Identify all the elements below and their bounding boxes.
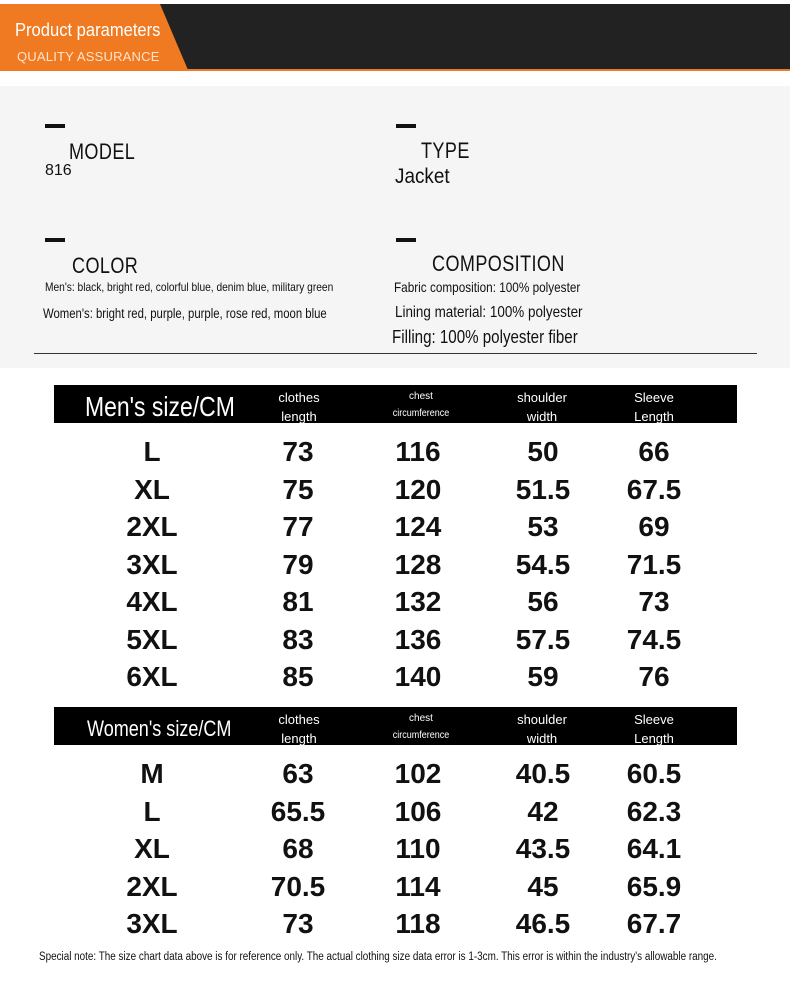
mens-cell-clothes-length: 73: [282, 436, 314, 467]
color-mens: Men's: black, bright red, colorful blue, denim blue, military green: [45, 280, 334, 294]
mens-cell-size: 2XL: [126, 511, 178, 542]
composition-fabric: Fabric composition: 100% polyester: [394, 279, 581, 295]
mens-cell-shoulder: 53: [527, 511, 559, 542]
mens-cell-chest: 120: [394, 473, 442, 505]
mens-cell-chest: 116: [395, 436, 441, 467]
mens-cell-shoulder: 50: [527, 436, 559, 467]
womens-cell-chest: 114: [395, 870, 441, 902]
womens-cell-size: 2XL: [126, 870, 178, 902]
womens-cell-sleeve: 62.3: [626, 795, 682, 827]
womens-cell-sleeve: 65.9: [626, 870, 682, 902]
mens-cell-shoulder: 59: [527, 661, 559, 692]
mens-col-sleeve: Sleeve Length: [634, 390, 674, 424]
model-dash: [45, 124, 65, 128]
mens-cell-clothes-length: 81: [282, 586, 314, 617]
composition-label: COMPOSITION: [432, 251, 565, 276]
womens-cell-clothes-length: 63: [282, 758, 314, 789]
womens-col-clothes-length: clothes length: [278, 712, 320, 746]
womens-cell-chest: 106: [394, 795, 442, 827]
product-params-panel: [0, 86, 790, 368]
womens-cell-chest: 102: [394, 758, 442, 789]
mens-cell-chest: 140: [394, 661, 442, 692]
womens-cell-shoulder: 45: [527, 870, 559, 902]
mens-cell-clothes-length: 85: [282, 661, 314, 692]
mens-col-chest: chest circumference: [392, 391, 450, 419]
mens-cell-sleeve: 67.5: [626, 473, 682, 505]
mens-cell-size: 5XL: [126, 623, 178, 655]
mens-cell-size: L: [143, 436, 161, 467]
mens-cell-chest: 136: [394, 623, 442, 655]
mens-cell-chest: 132: [394, 586, 442, 617]
womens-cell-clothes-length: 73: [282, 908, 314, 939]
womens-cell-shoulder: 46.5: [515, 908, 571, 939]
mens-cell-shoulder: 56: [527, 586, 559, 617]
mens-cell-clothes-length: 83: [282, 623, 314, 655]
mens-col-shoulder: shoulder width: [517, 390, 567, 424]
type-value: Jacket: [395, 165, 450, 188]
mens-table-title: Men's size/CM: [85, 391, 235, 422]
mens-cell-size: 3XL: [126, 548, 178, 580]
special-note: Special note: The size chart data above is for reference only. The actual clothing size data error is 1-3cm. This error is within the industry's allowable range.: [39, 951, 717, 963]
womens-cell-clothes-length: 68: [282, 833, 314, 864]
type-label: TYPE: [421, 138, 470, 163]
womens-cell-sleeve: 64.1: [626, 833, 682, 864]
mens-cell-size: 6XL: [126, 661, 178, 692]
mens-cell-sleeve: 66: [638, 436, 670, 467]
womens-cell-size: 3XL: [126, 908, 178, 939]
mens-cell-clothes-length: 75: [282, 473, 314, 505]
womens-cell-size: L: [143, 795, 161, 827]
mens-cell-clothes-length: 77: [282, 511, 314, 542]
womens-cell-sleeve: 60.5: [626, 758, 682, 789]
mens-cell-clothes-length: 79: [282, 548, 314, 580]
mens-cell-sleeve: 76: [638, 661, 670, 692]
womens-cell-shoulder: 42: [527, 795, 559, 827]
color-label: COLOR: [72, 253, 139, 278]
womens-cell-size: M: [140, 758, 164, 789]
model-label: MODEL: [69, 139, 136, 164]
womens-cell-clothes-length: 65.5: [270, 795, 326, 827]
womens-col-chest: chest circumference: [392, 713, 450, 741]
womens-cell-size: XL: [134, 833, 170, 864]
composition-lining: Lining material: 100% polyester: [395, 304, 583, 321]
womens-cell-sleeve: 67.7: [626, 908, 682, 939]
color-dash: [45, 238, 65, 242]
womens-col-shoulder: shoulder width: [517, 712, 567, 746]
mens-cell-size: XL: [134, 473, 170, 505]
womens-table-title: Women's size/CM: [87, 716, 232, 741]
womens-table-header: [54, 707, 737, 745]
header-subtitle: QUALITY ASSURANCE: [17, 49, 160, 64]
mens-table-header: [54, 385, 737, 423]
mens-cell-sleeve: 74.5: [626, 623, 682, 655]
type-dash: [396, 124, 416, 128]
color-womens: Women's: bright red, purple, purple, rose red, moon blue: [43, 306, 327, 321]
mens-cell-shoulder: 54.5: [515, 548, 571, 580]
mens-cell-sleeve: 73: [638, 586, 670, 617]
womens-cell-chest: 118: [395, 908, 441, 939]
womens-cell-shoulder: 43.5: [515, 833, 571, 864]
mens-col-clothes-length: clothes length: [278, 390, 320, 424]
womens-cell-clothes-length: 70.5: [270, 870, 326, 902]
womens-cell-chest: 110: [395, 833, 441, 864]
mens-cell-shoulder: 57.5: [515, 623, 571, 655]
composition-filling: Filling: 100% polyester fiber: [392, 327, 578, 347]
mens-cell-shoulder: 51.5: [515, 473, 571, 505]
mens-cell-sleeve: 69: [638, 511, 670, 542]
mens-cell-chest: 128: [394, 548, 442, 580]
header-underline: [0, 69, 790, 71]
header-title: Product parameters: [15, 20, 161, 40]
mens-cell-sleeve: 71.5: [626, 548, 682, 580]
model-value: 816: [45, 162, 72, 179]
params-divider: [34, 353, 757, 354]
womens-cell-shoulder: 40.5: [515, 758, 571, 789]
mens-cell-chest: 124: [394, 511, 442, 542]
mens-cell-size: 4XL: [126, 586, 178, 617]
composition-dash: [396, 238, 416, 242]
header-banner: [0, 4, 790, 70]
womens-col-sleeve: Sleeve Length: [634, 712, 674, 746]
